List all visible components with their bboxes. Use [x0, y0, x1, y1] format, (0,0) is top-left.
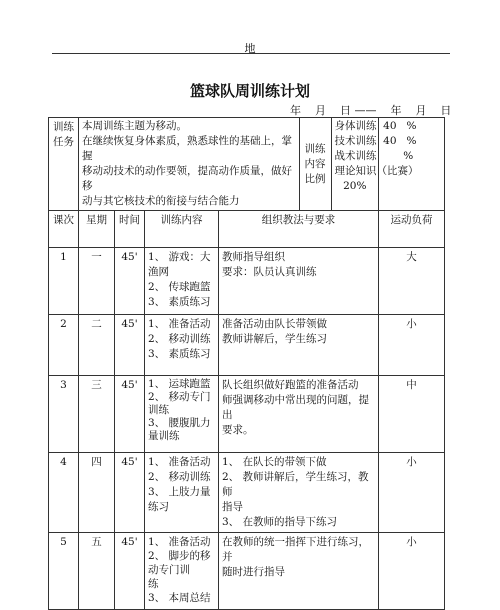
day-cell: 一 [79, 248, 115, 315]
content-line: 3、 素质练习 [148, 296, 211, 308]
content-cell [145, 315, 219, 376]
task-label: 训练 任务 [49, 118, 79, 211]
method-line: 教师指导组织 [222, 251, 285, 263]
method-cell [219, 453, 379, 533]
ratio-item: 技术训练 40 % [334, 135, 417, 147]
load-cell: 小 [379, 315, 445, 376]
theme-row [49, 118, 445, 211]
content-line: 2、 移动训练 [148, 471, 211, 483]
method-line: 师强调移动中常出现的问题，提出 [222, 394, 369, 421]
content-line: 动专门训 [148, 564, 190, 576]
method-line: 在教师的统一指挥下进行练习，并 [222, 536, 369, 563]
training-plan-table [48, 117, 445, 610]
day-cell: 五 [79, 533, 115, 610]
table-row [49, 376, 445, 453]
table-row [49, 315, 445, 376]
theme-text [79, 118, 299, 210]
time-cell: 45' [115, 376, 145, 453]
theme-line: 移动动技术的动作要领，提高动作质量，做好移 [82, 165, 292, 192]
content-line: 1、 准备活动 [148, 456, 211, 468]
method-cell [219, 248, 379, 315]
time-cell: 45' [115, 248, 145, 315]
load-cell: 中 [379, 376, 445, 453]
content-line: 3、 上肢力量 [148, 486, 211, 498]
load-cell: 小 [379, 453, 445, 533]
time-cell: 45' [115, 533, 145, 610]
method-cell [219, 315, 379, 376]
content-line: 3、 本周总结 [148, 592, 211, 604]
content-line: 渔网 [148, 266, 169, 278]
method-line: 指导 [222, 501, 243, 513]
session-cell: 2 [49, 315, 79, 376]
header-rule [52, 53, 450, 54]
method-cell [219, 533, 379, 610]
content-line: 练 [148, 578, 159, 590]
content-cell [145, 376, 219, 453]
col-header-content: 训练内容 [145, 211, 219, 248]
table-row [49, 248, 445, 315]
theme-line: 动与其它核技术的衔接与结合能力 [82, 195, 240, 207]
content-line: 1、 准备活动 [148, 536, 211, 548]
content-line: 2、 传球跑篮 [148, 281, 211, 293]
content-line: 1、 运球跑篮 [148, 378, 211, 390]
method-line: 准备活动由队长带领做 [222, 318, 327, 330]
ratio-item: 战术训练 % [334, 150, 414, 162]
method-cell [219, 376, 379, 453]
content-cell [145, 533, 219, 610]
method-line: 2、 教师讲解后，学生练习，教师 [222, 471, 369, 498]
method-line: 随时进行指导 [222, 566, 285, 578]
column-header-row [49, 211, 445, 248]
content-line: 1、 游戏：大 [148, 251, 211, 263]
method-line: 3、 在教师的指导下练习 [222, 516, 338, 528]
content-line: 训练 [148, 404, 169, 416]
document-title: 篮球队周训练计划 [189, 82, 310, 100]
method-line: 要求：队员认真训练 [222, 266, 317, 278]
content-line: 2、 移动专门 [148, 391, 211, 403]
method-line: 队长组织做好跑篮的准备活动 [222, 379, 359, 391]
method-line: 教师讲解后，学生练习 [222, 333, 327, 345]
content-line: 1、 准备活动 [148, 318, 211, 330]
content-line: 3、 腰腹肌力 [148, 417, 211, 429]
content-cell [145, 248, 219, 315]
page-header-text: 地 [244, 42, 256, 55]
load-cell: 大 [379, 248, 445, 315]
content-cell [145, 453, 219, 533]
session-cell: 5 [49, 533, 79, 610]
method-line: 1、 在队长的带领下做 [222, 456, 327, 468]
session-cell: 1 [49, 248, 79, 315]
theme-line: 本周训练主题为移动。 [82, 120, 187, 132]
session-cell: 3 [49, 376, 79, 453]
content-line: 3、 素质练习 [148, 348, 211, 360]
table-row [49, 533, 445, 610]
ratio-last: 20% [343, 180, 367, 192]
session-cell: 4 [49, 453, 79, 533]
load-cell: 小 [379, 533, 445, 610]
theme-and-ratio-cell [79, 118, 419, 211]
col-header-time: 时间 [115, 211, 145, 248]
content-line: 练习 [148, 501, 169, 513]
theme-line: 在继续恢复身体素质，熟悉球性的基础上，掌握 [82, 135, 292, 162]
col-header-load: 运动负荷 [379, 211, 445, 248]
content-line: 量训练 [148, 430, 180, 442]
col-header-day: 星期 [79, 211, 115, 248]
ratio-values [331, 118, 419, 210]
method-line: 要求。 [222, 424, 254, 436]
table-row [49, 453, 445, 533]
col-header-session: 课次 [49, 211, 79, 248]
day-cell: 三 [79, 376, 115, 453]
time-cell: 45' [115, 315, 145, 376]
day-cell: 二 [79, 315, 115, 376]
ratio-item: 身体训练 40 % [334, 120, 417, 132]
time-cell: 45' [115, 453, 145, 533]
ratio-label: 训练 内容 比例 [299, 118, 331, 210]
ratio-item: 理论知识（比赛） [334, 165, 419, 177]
content-line: 2、 移动训练 [148, 333, 211, 345]
col-header-method: 组织教法与要求 [219, 211, 379, 248]
date-range: 年 月 日 —— 年 月 日 [290, 104, 452, 117]
content-line: 2、 脚步的移 [148, 550, 211, 562]
day-cell: 四 [79, 453, 115, 533]
